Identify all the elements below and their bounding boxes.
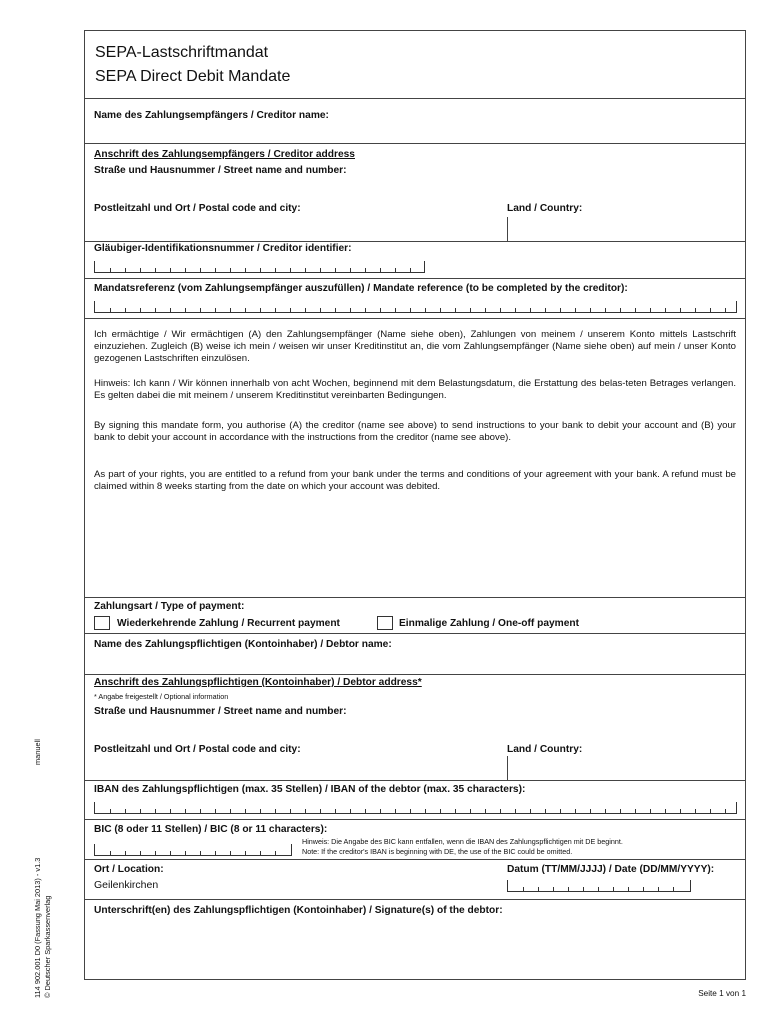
debtor-postal-field[interactable] (85, 756, 505, 780)
comb-tick (500, 308, 501, 312)
mandate-reference-field[interactable] (94, 301, 737, 313)
debtor-country-label: Land / Country: (507, 744, 583, 755)
comb-tick (125, 268, 126, 272)
comb-tick (680, 308, 681, 312)
date-label: Datum (TT/MM/JJJJ) / Date (DD/MM/YYYY): (507, 864, 715, 875)
comb-tick (275, 308, 276, 312)
comb-tick (260, 308, 261, 312)
recurrent-payment-checkbox[interactable] (94, 616, 110, 630)
debtor-postal-label: Postleitzahl und Ort / Postal code and city: (94, 744, 301, 755)
signature-field[interactable] (85, 919, 745, 979)
comb-tick (155, 268, 156, 272)
comb-tick (230, 809, 231, 813)
comb-tick (725, 809, 726, 813)
comb-tick (110, 308, 111, 312)
comb-tick (620, 809, 621, 813)
comb-tick (290, 308, 291, 312)
comb-tick (710, 308, 711, 312)
comb-tick (568, 887, 569, 891)
comb-tick (590, 809, 591, 813)
comb-tick (170, 268, 171, 272)
creditor-name-field[interactable] (85, 121, 745, 142)
comb-tick (598, 887, 599, 891)
comb-tick (650, 809, 651, 813)
comb-tick (665, 809, 666, 813)
comb-tick (680, 809, 681, 813)
mandate-form (84, 98, 746, 980)
comb-tick (185, 268, 186, 272)
comb-tick (530, 809, 531, 813)
comb-tick (515, 308, 516, 312)
comb-tick (110, 851, 111, 855)
optional-information-note: * Angabe freigestellt / Optional information (94, 692, 229, 701)
comb-tick (470, 809, 471, 813)
comb-tick (245, 851, 246, 855)
debtor-street-field[interactable] (85, 720, 745, 740)
comb-tick (245, 268, 246, 272)
comb-tick (140, 851, 141, 855)
bic-label: BIC (8 oder 11 Stellen) / BIC (8 or 11 characters): (94, 824, 328, 835)
country-separator (507, 217, 508, 241)
creditor-postal-field[interactable] (85, 215, 505, 239)
comb-tick (380, 308, 381, 312)
comb-tick (245, 308, 246, 312)
bic-note-en: Note: If the creditor's IBAN is beginning with DE, the use of the BIC could be omitted. (302, 847, 573, 856)
comb-tick (200, 268, 201, 272)
mandate-text-de: Ich ermächtige / Wir ermächtigen (A) den Zahlungsempfänger (Name siehe oben), Zahlungen von meinem / unserem Konto mittels Lastschrift einzuziehen. Zugleich (B) weise ich mein / weisen wir unser Kreditinstitut an, die vom Zahlungsempfänger (Name siehe oben) auf mein / unser Konto gezogenen Lastschriften einzulösen. (94, 329, 736, 365)
page-number: Seite 1 von 1 (698, 989, 746, 998)
processing-mode-label: manuell (33, 739, 42, 765)
comb-tick (725, 308, 726, 312)
bic-field[interactable] (94, 844, 292, 856)
comb-tick (613, 887, 614, 891)
comb-tick (530, 308, 531, 312)
location-label: Ort / Location: (94, 864, 164, 875)
comb-tick (410, 268, 411, 272)
oneoff-payment-checkbox[interactable] (377, 616, 393, 630)
iban-label: IBAN des Zahlungspflichtigen (max. 35 Stellen) / IBAN of the debtor (max. 35 characters): (94, 784, 526, 795)
mandate-hint-de: Hinweis: Ich kann / Wir können innerhalb von acht Wochen, beginnend mit dem Belastungsdatum, die Erstattung des belas-teten Betrages verlangen. Es gelten dabei die mit meinem / unserem Kreditinstitut vereinbarten Bedingungen. (94, 378, 736, 402)
debtor-address-heading: Anschrift des Zahlungspflichtigen (Kontoinhaber) / Debtor address* (94, 677, 422, 688)
mandate-reference-label: Mandatsreferenz (vom Zahlungsempfänger auszufüllen) / Mandate reference (to be completed by the creditor): (94, 283, 628, 294)
comb-tick (320, 268, 321, 272)
comb-tick (605, 809, 606, 813)
creditor-identifier-label: Gläubiger-Identifikationsnummer / Creditor identifier: (94, 243, 352, 254)
comb-tick (665, 308, 666, 312)
comb-tick (575, 809, 576, 813)
comb-tick (290, 268, 291, 272)
comb-tick (695, 308, 696, 312)
comb-tick (365, 308, 366, 312)
comb-tick (305, 809, 306, 813)
comb-tick (215, 851, 216, 855)
comb-tick (275, 851, 276, 855)
location-value[interactable]: Geilenkirchen (94, 879, 159, 891)
oneoff-payment-label: Einmalige Zahlung / One-off payment (399, 618, 579, 629)
comb-tick (260, 268, 261, 272)
comb-tick (515, 809, 516, 813)
comb-tick (553, 887, 554, 891)
comb-tick (230, 851, 231, 855)
comb-tick (260, 809, 261, 813)
comb-tick (155, 809, 156, 813)
divider (85, 278, 745, 279)
comb-tick (110, 268, 111, 272)
form-title-en: SEPA Direct Debit Mandate (95, 68, 291, 85)
comb-tick (290, 809, 291, 813)
comb-tick (185, 809, 186, 813)
comb-tick (575, 308, 576, 312)
comb-tick (410, 809, 411, 813)
comb-tick (185, 851, 186, 855)
comb-tick (320, 308, 321, 312)
comb-tick (590, 308, 591, 312)
iban-field[interactable] (94, 802, 737, 814)
payment-type-label: Zahlungsart / Type of payment: (94, 601, 245, 612)
comb-tick (500, 809, 501, 813)
publisher-copyright: © Deutscher Sparkassenverlag (43, 895, 52, 998)
comb-tick (695, 809, 696, 813)
comb-tick (275, 809, 276, 813)
form-title-de: SEPA-Lastschriftmandat (95, 44, 269, 61)
comb-tick (395, 308, 396, 312)
comb-tick (395, 268, 396, 272)
comb-tick (320, 809, 321, 813)
comb-tick (395, 809, 396, 813)
comb-tick (230, 308, 231, 312)
comb-tick (155, 851, 156, 855)
comb-tick (455, 308, 456, 312)
creditor-postal-label: Postleitzahl und Ort / Postal code and city: (94, 203, 301, 214)
comb-tick (560, 308, 561, 312)
divider (85, 241, 745, 242)
divider (85, 674, 745, 675)
comb-tick (425, 308, 426, 312)
divider (85, 780, 745, 781)
comb-tick (155, 308, 156, 312)
comb-tick (635, 308, 636, 312)
comb-tick (523, 887, 524, 891)
comb-tick (380, 809, 381, 813)
creditor-address-heading: Anschrift des Zahlungsempfängers / Creditor address (94, 149, 355, 160)
creditor-street-field[interactable] (85, 179, 745, 199)
comb-tick (538, 887, 539, 891)
comb-tick (200, 308, 201, 312)
comb-tick (125, 809, 126, 813)
comb-tick (545, 308, 546, 312)
comb-tick (440, 308, 441, 312)
comb-tick (380, 268, 381, 272)
comb-tick (140, 268, 141, 272)
comb-tick (305, 308, 306, 312)
comb-tick (485, 809, 486, 813)
comb-tick (140, 308, 141, 312)
comb-tick (650, 308, 651, 312)
comb-tick (215, 268, 216, 272)
bic-note-de: Hinweis: Die Angabe des BIC kann entfallen, wenn die IBAN des Zahlungspflichtigen mit DE beginnt. (302, 837, 623, 846)
signature-label: Unterschrift(en) des Zahlungspflichtigen (Kontoinhaber) / Signature(s) of the debtor: (94, 905, 503, 916)
comb-tick (425, 809, 426, 813)
recurrent-payment-label: Wiederkehrende Zahlung / Recurrent payment (117, 618, 340, 629)
form-code: 114 902.001 D0 (Fassung Mai 2013) - v1.3 (33, 857, 42, 998)
debtor-country-field[interactable] (509, 756, 745, 780)
debtor-street-label: Straße und Hausnummer / Street name and number: (94, 706, 347, 717)
comb-tick (643, 887, 644, 891)
comb-tick (125, 308, 126, 312)
comb-tick (230, 268, 231, 272)
comb-tick (335, 308, 336, 312)
comb-tick (110, 809, 111, 813)
comb-tick (620, 308, 621, 312)
comb-tick (140, 809, 141, 813)
comb-tick (470, 308, 471, 312)
comb-tick (410, 308, 411, 312)
divider (85, 318, 745, 319)
comb-tick (545, 809, 546, 813)
date-field[interactable] (507, 880, 691, 892)
creditor-country-label: Land / Country: (507, 203, 583, 214)
comb-tick (658, 887, 659, 891)
comb-tick (365, 268, 366, 272)
comb-tick (583, 887, 584, 891)
comb-tick (335, 809, 336, 813)
comb-tick (710, 809, 711, 813)
comb-tick (560, 809, 561, 813)
comb-tick (350, 308, 351, 312)
comb-tick (200, 809, 201, 813)
comb-tick (185, 308, 186, 312)
comb-tick (335, 268, 336, 272)
comb-tick (365, 809, 366, 813)
comb-tick (170, 851, 171, 855)
debtor-name-field[interactable] (85, 651, 745, 673)
comb-tick (305, 268, 306, 272)
comb-tick (215, 308, 216, 312)
divider (85, 143, 745, 144)
creditor-street-label: Straße und Hausnummer / Street name and number: (94, 165, 347, 176)
divider (85, 899, 745, 900)
comb-tick (605, 308, 606, 312)
mandate-text-en: By signing this mandate form, you authorise (A) the creditor (name see above) to send instructions to your bank to debit your account and (B) your bank to debit your account in accordance with the instructions from the creditor (name see above). (94, 420, 736, 444)
comb-tick (260, 851, 261, 855)
comb-tick (350, 268, 351, 272)
divider (85, 597, 745, 598)
debtor-name-label: Name des Zahlungspflichtigen (Kontoinhaber) / Debtor name: (94, 639, 392, 650)
comb-tick (455, 809, 456, 813)
comb-tick (275, 268, 276, 272)
comb-tick (350, 809, 351, 813)
comb-tick (170, 308, 171, 312)
comb-tick (440, 809, 441, 813)
comb-tick (245, 809, 246, 813)
refund-text-en: As part of your rights, you are entitled to a refund from your bank under the terms and conditions of your agreement with your bank. A refund must be claimed within 8 weeks starting from the date on which your account was debited. (94, 469, 736, 493)
creditor-name-label: Name des Zahlungsempfängers / Creditor name: (94, 110, 329, 121)
divider (85, 819, 745, 820)
comb-tick (125, 851, 126, 855)
title-box (84, 30, 746, 99)
creditor-country-field[interactable] (509, 215, 745, 239)
divider (85, 633, 745, 634)
comb-tick (673, 887, 674, 891)
divider (85, 859, 745, 860)
comb-tick (635, 809, 636, 813)
country-separator (507, 756, 508, 780)
comb-tick (628, 887, 629, 891)
comb-tick (170, 809, 171, 813)
comb-tick (200, 851, 201, 855)
comb-tick (485, 308, 486, 312)
creditor-identifier-field[interactable] (94, 261, 425, 273)
comb-tick (215, 809, 216, 813)
